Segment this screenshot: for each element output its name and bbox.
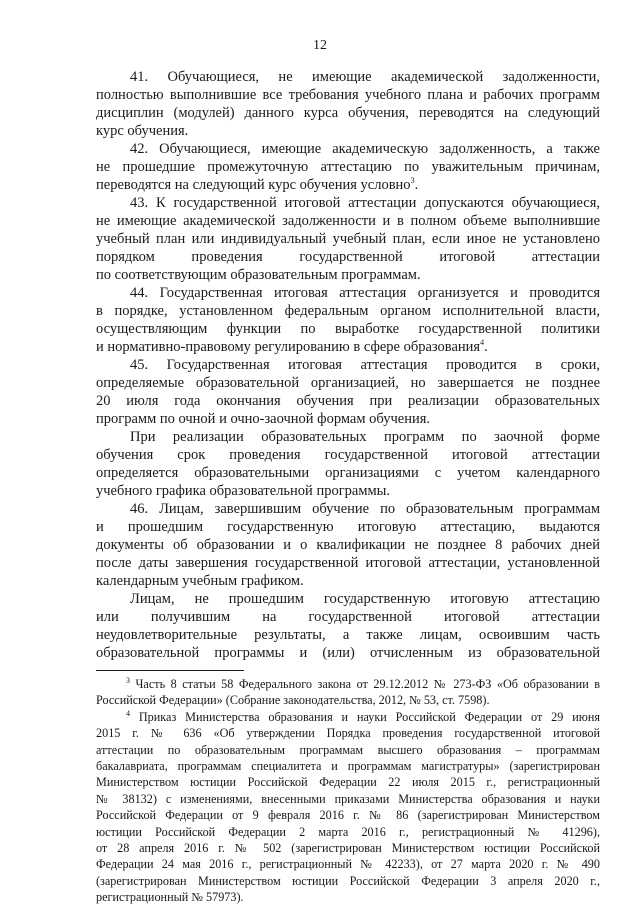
body-line: определяется образовательными организациями с учетом календарного	[96, 465, 600, 481]
body-line: определяемые образовательной организацией, но завершается не позднее	[96, 375, 600, 391]
footnote-line: Министерством юстиции Российской Федерации 22 июля 2015 г., регистрационный	[96, 775, 600, 790]
body-line: и нормативно-правовому регулированию в сфере образования	[96, 339, 481, 355]
footnote-line: Российской Федерации от 9 февраля 2016 г. № 86 (зарегистрирован Министерством	[96, 808, 600, 823]
footnote-3-first-line: $^3$ Часть 8 статьи 58 Федерального закона от 29.12.2012 № 273-ФЗ «Об образовании в	[126, 675, 600, 691]
body-line: обучения срок проведения государственной итоговой аттестации	[96, 447, 600, 463]
body-line: 44. Государственная итоговая аттестация организуется и проводится	[130, 285, 600, 301]
footnote-line: от 28 апреля 2016 г. № 502 (зарегистрирован Министерством юстиции Российской	[96, 840, 600, 855]
footnote-line: регистрационный № 57973).	[96, 890, 244, 904]
body-line: по соответствующим образовательным программам.	[96, 267, 421, 283]
footnote-line: 2015 г. № 636 «Об утверждении Порядка проведения государственной итоговой	[96, 726, 600, 741]
body-line: курс обучения.	[96, 123, 189, 139]
footnote-line: (зарегистрирован Министерством юстиции Российской Федерации 3 апреля 2020 г.,	[96, 873, 600, 888]
page-number: 12	[313, 38, 327, 53]
footnote-line: Российской Федерации» (Собрание законодательства, 2012, № 53, ст. 7598).	[96, 693, 490, 708]
body-line: 45. Государственная итоговая аттестация проводится в сроки,	[130, 357, 600, 373]
body-line: и прошедшим государственную итоговую аттестацию, выдаются	[96, 519, 600, 535]
footnote-line: бакалавриата, программам специалитета и программам магистратуры» (зарегистрирован	[96, 758, 600, 773]
body-line: 41. Обучающиеся, не имеющие академической задолженности,	[130, 69, 600, 85]
body-line-with-footnote-ref	[96, 338, 600, 356]
body-line: программ по очной и очно-заочной формам обучения.	[96, 411, 431, 427]
footnote-divider	[96, 670, 244, 671]
body-line: полностью выполнившие все требования учебного плана и рабочих программ	[96, 87, 600, 103]
line-end-punct: .	[414, 177, 419, 193]
footnote-line: юстиции Российской Федерации 2 марта 2016 г., регистрационный № 41296),	[96, 824, 600, 839]
body-line: учебный план или индивидуальный учебный план, если иное не установлено	[96, 231, 600, 247]
body-line: после даты завершения государственной итоговой аттестации, установленной	[96, 555, 600, 571]
body-line: При реализации образовательных программ по заочной форме	[130, 429, 600, 445]
body-line: 42. Обучающиеся, имеющие академическую задолженность, а также	[130, 141, 600, 157]
body-line: 46. Лицам, завершившим обучение по образовательным программам	[130, 501, 600, 517]
footnote-4-first-line: $^4$ Приказ Министерства образования и науки Российской Федерации от 29 июня	[126, 708, 600, 724]
footnote-ref-3[interactable]: 3	[410, 176, 415, 186]
body-line: в порядке, установленном федеральным органом исполнительной власти,	[96, 303, 600, 319]
body-line: образовательной программы и (или) отчисленным из образовательной	[96, 645, 600, 661]
body-line: порядком проведения государственной итоговой аттестации	[96, 249, 600, 265]
footnote-ref-4[interactable]: 4	[480, 338, 485, 348]
footnote-line: аттестации по образовательным программам высшего образования – программам	[96, 742, 600, 757]
body-line: учебного графика образовательной программы.	[96, 483, 391, 499]
body-line: переводятся на следующий курс обучения условно	[96, 177, 411, 193]
body-line: неудовлетворительные результаты, а также лицам, освоившим часть	[96, 627, 600, 643]
body-line: не прошедшие промежуточную аттестацию по уважительным причинам,	[96, 159, 600, 175]
body-line: не имеющие академической задолженности и в полном объеме выполнившие	[96, 213, 600, 229]
body-line: 43. К государственной итоговой аттестации допускаются обучающиеся,	[130, 195, 600, 211]
body-line: Лицам, не прошедшим государственную итоговую аттестацию	[130, 591, 600, 607]
footnote-line: № 38132) с изменениями, внесенными приказами Министерства образования и науки	[96, 791, 600, 806]
body-line: осуществляющим функции по выработке государственной политики	[96, 321, 600, 337]
body-line-with-footnote-ref	[96, 176, 600, 194]
body-line: 20 июля года окончания обучения при реализации образовательных	[96, 393, 600, 409]
body-line: документы об образовании и о квалификации не позднее 8 рабочих дней	[96, 537, 600, 553]
body-line: дисциплин (модулей) данного курса обучения, переводятся на следующий	[96, 105, 600, 121]
body-line: или получившим на государственной итоговой аттестации	[96, 609, 600, 625]
footnote-line: Федерации 24 мая 2016 г., регистрационный № 42233), от 27 марта 2020 г. № 490	[96, 857, 600, 872]
body-line: календарным учебным графиком.	[96, 573, 304, 589]
line-end-punct: .	[484, 339, 488, 355]
footnote-marker-4: 4	[126, 708, 130, 718]
footnote-marker-3: 3	[126, 675, 130, 685]
